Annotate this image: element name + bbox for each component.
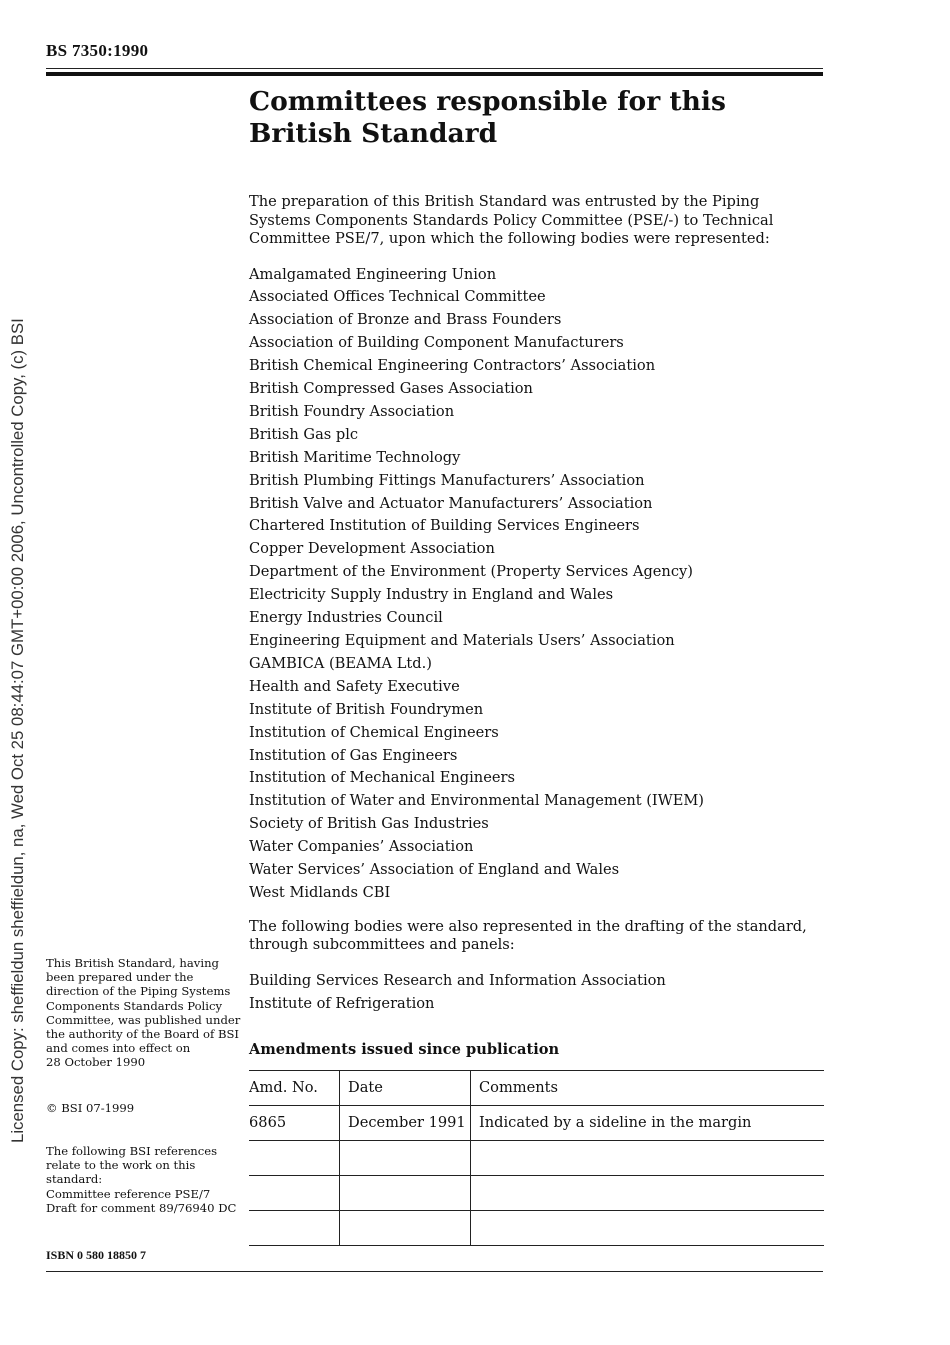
table-row xyxy=(249,1105,824,1140)
list-item: British Plumbing Fittings Manufacturers’ Association xyxy=(249,471,645,489)
list-item: British Chemical Engineering Contractors’ Association xyxy=(249,357,656,375)
table-header-row xyxy=(249,1070,824,1105)
list-item: Society of British Gas Industries xyxy=(249,815,489,833)
list-item: Amalgamated Engineering Union xyxy=(249,265,497,283)
publication-text: This British Standard, having been prepared under the direction of the Piping Systems Components Standards Policy Committee, was published under the authority of the Board of BSI and comes into effect on xyxy=(46,956,241,1056)
cell-amd-no xyxy=(249,1175,340,1210)
cell-amd-no: 6865 xyxy=(249,1105,340,1140)
list-item: Electricity Supply Industry in England and Wales xyxy=(249,586,614,604)
list-item: Water Companies’ Association xyxy=(249,838,474,856)
publication-note xyxy=(46,956,241,1070)
cell-date: December 1991 xyxy=(340,1105,471,1140)
list-item: Institution of Gas Engineers xyxy=(249,746,458,764)
list-item: Institution of Mechanical Engineers xyxy=(249,769,515,787)
effective-date: 28 October 1990 xyxy=(46,1055,146,1070)
list-item: Institution of Water and Environmental Management (IWEM) xyxy=(249,792,704,810)
references-intro: The following BSI references relate to the work on this standard: xyxy=(46,1144,218,1187)
list-item: British Valve and Actuator Manufacturers’ Association xyxy=(249,494,653,512)
cell-date xyxy=(340,1175,471,1210)
cell-date xyxy=(340,1140,471,1175)
list-item: Chartered Institution of Building Services Engineers xyxy=(249,517,640,535)
list-item: GAMBICA (BEAMA Ltd.) xyxy=(249,654,432,672)
list-item: British Compressed Gases Association xyxy=(249,380,533,398)
table-row xyxy=(249,1210,824,1245)
intro-paragraph: The preparation of this British Standard was entrusted by the Piping Systems Components Standards Policy Committee (PSE/-) to Technical Committee PSE/7, upon which the following bodies were represented: xyxy=(249,193,774,247)
list-item: Energy Industries Council xyxy=(249,609,443,627)
represented-bodies-list xyxy=(249,264,824,905)
list-item: Association of Bronze and Brass Founders xyxy=(249,311,562,329)
draft-reference: Draft for comment 89/76940 DC xyxy=(46,1200,237,1215)
list-item: Department of the Environment (Property Services Agency) xyxy=(249,563,693,581)
column-header-date: Date xyxy=(340,1070,471,1105)
list-item: Institute of British Foundrymen xyxy=(249,700,484,718)
header-rule-thick xyxy=(46,72,823,76)
watermark-text: Licensed Copy: sheffieldun sheffieldun, na, Wed Oct 25 08:44:07 GMT+00:00 2006, Uncontrolled Copy, (c) BSI xyxy=(8,318,27,1143)
cell-comments xyxy=(471,1140,825,1175)
cell-date xyxy=(340,1210,471,1245)
cell-amd-no xyxy=(249,1140,340,1175)
list-item: Institute of Refrigeration xyxy=(249,994,435,1012)
list-item: Associated Offices Technical Committee xyxy=(249,288,546,306)
cell-amd-no xyxy=(249,1210,340,1245)
list-item: British Foundry Association xyxy=(249,402,455,420)
list-item: Copper Development Association xyxy=(249,540,495,558)
copyright-text: © BSI 07-1999 xyxy=(46,1101,135,1115)
table-row xyxy=(249,1175,824,1210)
list-item: West Midlands CBI xyxy=(249,883,391,901)
page-title: Committees responsible for this British Standard xyxy=(249,86,726,149)
cell-comments xyxy=(471,1175,825,1210)
main-content xyxy=(249,193,824,1246)
also-represented-bodies-list xyxy=(249,970,824,1016)
header-rule-thin xyxy=(46,68,823,69)
amendments-heading: Amendments issued since publication xyxy=(249,1040,560,1058)
list-item: Building Services Research and Information Association xyxy=(249,971,666,989)
list-item: Institution of Chemical Engineers xyxy=(249,723,499,741)
table-row xyxy=(249,1140,824,1175)
cell-comments: Indicated by a sideline in the margin xyxy=(471,1105,825,1140)
bsi-references xyxy=(46,1144,241,1215)
footer-rule xyxy=(46,1271,823,1272)
amendments-table xyxy=(249,1070,824,1246)
also-intro-paragraph: The following bodies were also represented in the drafting of the standard, through subcommittees and panels: xyxy=(249,917,807,954)
copyright-note xyxy=(46,1101,241,1115)
list-item: Association of Building Component Manufacturers xyxy=(249,334,624,352)
committee-reference: Committee reference PSE/7 xyxy=(46,1186,211,1201)
cell-comments xyxy=(471,1210,825,1245)
list-item: British Maritime Technology xyxy=(249,448,461,466)
list-item: Water Services’ Association of England and Wales xyxy=(249,861,620,879)
list-item: Engineering Equipment and Materials Users’ Association xyxy=(249,632,675,649)
column-header-amd-no: Amd. No. xyxy=(249,1070,340,1105)
column-header-comments: Comments xyxy=(471,1070,825,1105)
isbn: ISBN 0 580 18850 7 xyxy=(46,1248,147,1262)
list-item: Health and Safety Executive xyxy=(249,677,460,695)
list-item: British Gas plc xyxy=(249,425,359,443)
document-code: BS 7350:1990 xyxy=(46,41,149,60)
